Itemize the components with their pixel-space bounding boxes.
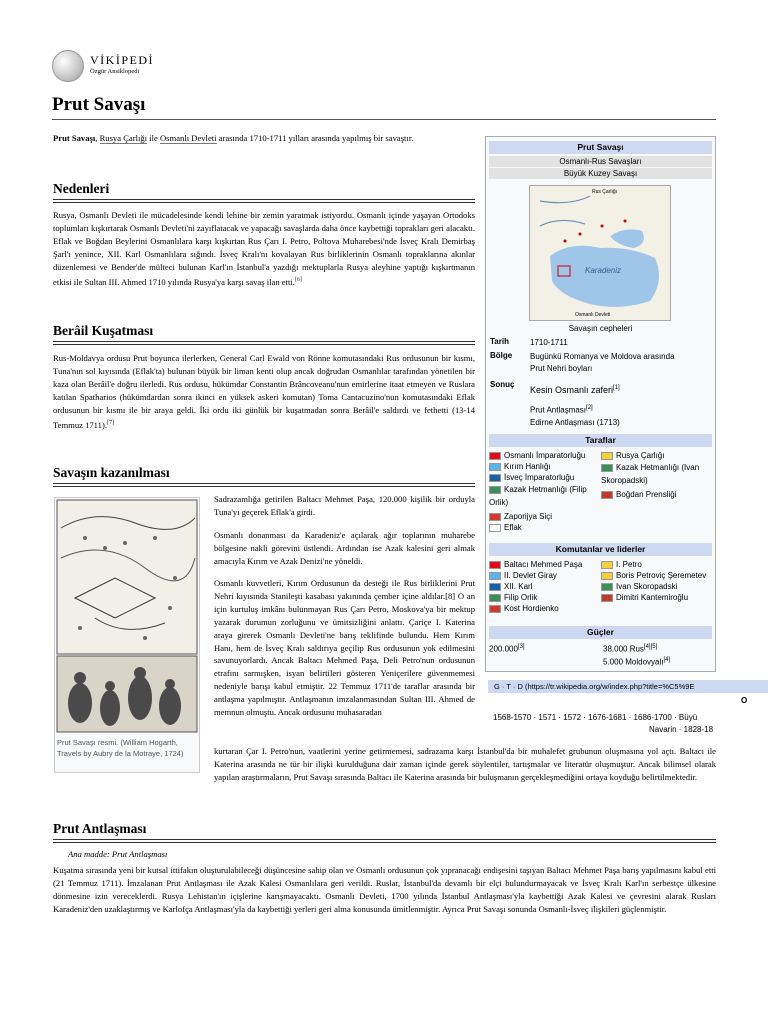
flag-icon: [489, 524, 501, 532]
paragraph-kazanilmasi-3: Osmanlı kuvvetleri, Kırım Ordusunun da desteği ile Rus birliklerini Prut Nehri kıyısında Stanileşti kasabası yakınında çember içine aldılar.[8] O an için kurtuluş imkânı bulunmayan Rus Çarı Petro, Moskova'ya bir mektup yazarak durumun zorluğunu ve ümitsizliğini anlattı. Çariçe I. Katerina araya girerek Osmanlı Devleti'ne barış teklifinde bulundu. Hem Kırım Hanı, hem de İsveç Kralı saldırıya geçilip Rus ordusunun yok edilmesini savunuyorlardı. Ancak Baltacı Mehmed Paşa, Deli Petro'nun ordusunun etrafını sarmışken, isyan belirtileri gösteren Yeniçerilere güvenmemesi nedeniyle barışı kabul etmiştir. 22 Temmuz 1711'de taraflar arasında bir antlaşma yapılmıştır. Antlaşmanın imzalanmasından Sultan III. Ahmed de memnun olmuştu. Ancak ordusunu muhasaradan: [214, 578, 475, 718]
label-bolge: Bölge: [490, 351, 513, 360]
flag-icon: [489, 572, 501, 580]
map-label-bottom: Osmanlı Devleti: [575, 312, 611, 318]
heading-rule: [53, 839, 716, 843]
heading-rule: [53, 341, 475, 345]
label-tarih: Tarih: [490, 337, 509, 346]
paragraph-berail: Rus-Moldavya ordusu Prut boyunca ilerlerken, General Carl Ewald von Rönne komutasındaki Rus ordusunun bir kısmı, Tuna'nın sol kıyısında (Eflak'ta) bulunan büyük bir liman kenti olup ancak doğrudan Osmanlılar tarafından yönetilen bir kaza olan Berâil'e doğru ilerledi. Rus ordusu, hükümdar Constantin Brâncoveanu'nun emirlerine itaat etmeyen ve Ruslara katılan Spatharios (hükümdardan sonra ikinci en yüksek askeri komutan) Toma Cantacuzino'nun komutasındaki Eflak ordusunun bir kısmı ile bir araya geldi. İki ordu iki günlük bir kuşatmadan sonra Berâil'e saldırdı ve fethetti (13-14 Temmuz 1711).[7]: [53, 353, 475, 430]
ref-6[interactable]: [6]: [294, 276, 302, 283]
value-prut-antlasmasi[interactable]: Prut Antlaşması[2]: [530, 405, 593, 415]
commander-skoropadski[interactable]: Ivan Skoropadski: [601, 581, 713, 592]
flag-icon: [601, 452, 613, 460]
paragraph-nedenleri: Rusya, Osmanlı Devleti ile mücadelesinde kendi lehine bir zemin yaratmak istiyordu. Osmanlı içinde yaşayan Ortodoks toplumları kışkırtarak Osmanlı Devleti'ni zayıflatacak ve yapacağı savaşlarda daha önce kaybettiği toprakları geri alacaktı. Eflak ve Boğdan Beylerini Osmanlılara karşı kışkırtan Rus Çarı I. Petro, Poltova Muharebesi'nde İsveç Kralı Demirbaş Şarl'ı yenince, XII. Karl Osmanlılara sığındı. İsveç Kralı'nı kovalayan Rus birliklerinin Osmanlı topraklarına akınlar düzenlemesi ve Bender'de mülteci bulunan Karl'ın İstanbul'a yazdığı mektuplarla Rusya aleyhine yaptığı kışkırtmanın etkisi ile Sultan III. Ahmed 1710 yılında Rusya'ya karşı savaş ilan etti.[6]: [53, 210, 475, 287]
label-sonuc: Sonuç: [490, 380, 515, 389]
commander-kantemiroglu[interactable]: Dimitri Kantemiroğlu: [601, 592, 713, 603]
flag-icon: [489, 474, 501, 482]
commander-karl[interactable]: XII. Karl: [489, 581, 599, 592]
party-bogdan[interactable]: Boğdan Prensliği: [601, 489, 713, 500]
wikipedia-logo[interactable]: [52, 48, 162, 82]
paragraph-kazanilmasi-2: Osmanlı donanması da Karadeniz'e açılarak ağır toplarının muharebe bölgesine nakli görevini üstlendi. Ardından ise Azak kalesini geri almak amacıyla Kırım ve Azak Denizi'ne yöneldi.: [214, 530, 475, 566]
flag-icon: [601, 464, 613, 472]
flag-icon: [489, 463, 501, 471]
paragraph-kazanilmasi-4: kurtaran Çar I. Petro'nun, vaatlerini yerine getirmemesi, sadrazama karşı İstanbul'da bir muhalefet grubunun oluşmasına yol açtı. Baltacı ile Katerina arasında ne tür bir ilişki kurulduğuna dair zaman içinde gerek söylentiler, tartışmalar ve literatür oluşmuştur. Ancak bilimsel olarak yapılan araştırmaların, Prut Savaşı sırasında Baltacı ile Katerina arasında bir buluşmanın gerçekleşmediğini ortaya koyduğu belirtilmektedir.: [214, 746, 716, 782]
navbox-title-bar[interactable]: G · T · D (https://tr.wikipedia.org/w/index.php?title=%C5%9E: [488, 680, 768, 693]
value-tarih: 1710-1711: [530, 338, 568, 347]
value-sonuc: Kesin Osmanlı zaferi[1]: [530, 385, 620, 395]
commander-petro[interactable]: I. Petro: [601, 559, 713, 570]
infobox: [485, 136, 716, 672]
right-party-list: [601, 450, 713, 500]
flag-icon: [489, 594, 501, 602]
flag-icon: [489, 486, 501, 494]
party-eflak[interactable]: Eflak: [489, 522, 599, 533]
left-commander-list: [489, 559, 599, 614]
paragraph-kazanilmasi-1: Sadrazamlığa getirilen Baltacı Mehmet Paşa, 120.000 kişilik bir orduyla Tuna'yı geçerek Eflak'a girdi.: [214, 494, 475, 517]
infobox-sub-1[interactable]: Osmanlı-Rus Savaşları: [489, 156, 712, 167]
party-zaporijya[interactable]: Zaporijya Siçi: [489, 511, 599, 522]
right-force-2: 5.000 Moldovyalı[4]: [603, 657, 671, 667]
image-caption: Prut Savaşı resmi. (William Hogarth, Travels by Aubry de la Motraye, 1724): [57, 738, 184, 758]
commander-baltaci[interactable]: Baltacı Mehmed Paşa: [489, 559, 599, 570]
map-label-sea: Karadeniz: [585, 266, 622, 275]
intro-bold-title: Prut Savaşı: [53, 133, 96, 143]
right-force-1: 38.000 Rus[4][5]: [603, 644, 658, 654]
battle-painting-figure: [54, 497, 200, 773]
flag-icon: [489, 513, 501, 521]
party-osmanli[interactable]: Osmanlı İmparatorluğu: [489, 450, 599, 461]
left-force: 200.000[3]: [489, 644, 525, 654]
main-article-note[interactable]: Ana madde: Prut Antlaşması: [68, 849, 168, 859]
flag-icon: [601, 583, 613, 591]
value-edirne-antlasmasi[interactable]: Edirne Antlaşması (1713): [530, 418, 620, 427]
value-bolge-2[interactable]: Prut Nehri boyları: [530, 364, 593, 373]
party-rusya[interactable]: Rusya Çarlığı: [601, 450, 713, 461]
party-kazak-skoropadski[interactable]: Kazak Hetmanlığı (Ivan Skoropadski): [601, 463, 700, 485]
heading-kazanilmasi: Savaşın kazanılması: [53, 465, 170, 480]
heading-rule: [53, 483, 475, 487]
flag-icon: [489, 583, 501, 591]
heading-berail: Berâil Kuşatması: [53, 323, 154, 338]
commander-seremetev[interactable]: Boris Petroviç Şeremetev: [601, 570, 713, 581]
commander-hordienko[interactable]: Kost Hordienko: [489, 603, 599, 614]
value-bolge-1: Bugünkü Romanya ve Moldova arasında: [530, 352, 675, 361]
paragraph-antlasma: Kuşatma sırasında yeni bir kutsal ittifakın oluşturulabileceği düşüncesine sahip olan ve Osmanlı ordusunun çok yıpranacağı endişesini taşıyan Baltacı Mehmet Paşa barış yapılmasını kabul etti (21 Temmuz 1711). İmzalanan Prut Antlaşması ile Azak Kalesi Osmanlılara geri verildi. Ruslar, İstanbul'da devamlı bir elçi bulundurmayacak ve İsveç Kralı Karl'ın serbestçe ülkesine dönmesine izin vereceklerdi. Rusya Lehistan'ın içişlerine karışmayacaktı. Osmanlı Devleti, 1700 yılında İstanbul Antlaşması'yla kaybettiği Azak Kalesi ve çevresini alarak Rusları Karadeniz'den uzaklaştırmış ve Karlofça Antlaşması'yla da kaybettiği yerleri geri alma konusunda ümitlenmiştir. Ayrıca Prut Savaşı sonunda Osmanlı-İsveç ilişkileri güçlenmiştir.: [53, 865, 716, 914]
logo-tagline: Özgür Ansiklopedi: [90, 68, 140, 75]
heading-rule: [53, 199, 475, 203]
flag-icon: [489, 452, 501, 460]
battle-painting-image[interactable]: [55, 498, 199, 734]
title-rule: [52, 119, 716, 120]
left-party-list: [489, 450, 599, 533]
header-gucler: Güçler: [489, 626, 712, 639]
navbox-years[interactable]: 1568-1570 · 1571 · 1572 · 1676-1681 · 1686-1700 · Büyü: [493, 713, 698, 722]
intro-paragraph: Prut Savaşı, Rusya Çarlığı ile Osmanlı Devleti arasında 1710-1711 yılları arasında yapılmış bir savaştır.: [53, 133, 414, 143]
link-rusya[interactable]: Rusya Çarlığı: [99, 133, 148, 143]
flag-icon: [601, 561, 613, 569]
navbox-years-2[interactable]: Navarin · 1828-18: [649, 725, 714, 734]
commander-devlet-giray[interactable]: II. Devlet Giray: [489, 570, 599, 581]
navbox-title-end: O: [741, 696, 748, 705]
heading-antlasma: Prut Antlaşması: [53, 821, 147, 836]
map-label-top: Rus Çarlığı: [592, 189, 618, 195]
navbox: [485, 676, 768, 712]
commander-orlik[interactable]: Filip Orlik: [489, 592, 599, 603]
header-taraflar: Taraflar: [489, 434, 712, 447]
infobox-title: Prut Savaşı: [489, 141, 712, 154]
party-kirim[interactable]: Kırım Hanlığı: [489, 461, 599, 472]
heading-nedenleri: Nedenleri: [53, 181, 110, 196]
right-commander-list: [601, 559, 713, 603]
battle-map[interactable]: [529, 185, 671, 321]
ref-7[interactable]: [7]: [106, 419, 114, 426]
infobox-sub-2[interactable]: Büyük Kuzey Savaşı: [489, 168, 712, 179]
link-osmanli[interactable]: Osmanlı Devleti: [159, 133, 217, 143]
party-isvec[interactable]: İsveç İmparatorluğu: [489, 472, 599, 483]
header-komutanlar: Komutanlar ve liderler: [489, 543, 712, 556]
flag-icon: [489, 561, 501, 569]
logo-wordmark: VİKİPEDİ: [90, 53, 154, 67]
flag-icon: [601, 594, 613, 602]
flag-icon: [489, 605, 501, 613]
page-title: Prut Savaşı: [52, 94, 146, 115]
flag-icon: [601, 491, 613, 499]
flag-icon: [601, 572, 613, 580]
map-caption: Savaşın cepheleri: [568, 324, 633, 333]
party-kazak[interactable]: Kazak Hetmanlığı (Filip Orlik): [489, 485, 587, 507]
globe-icon: [52, 50, 84, 82]
